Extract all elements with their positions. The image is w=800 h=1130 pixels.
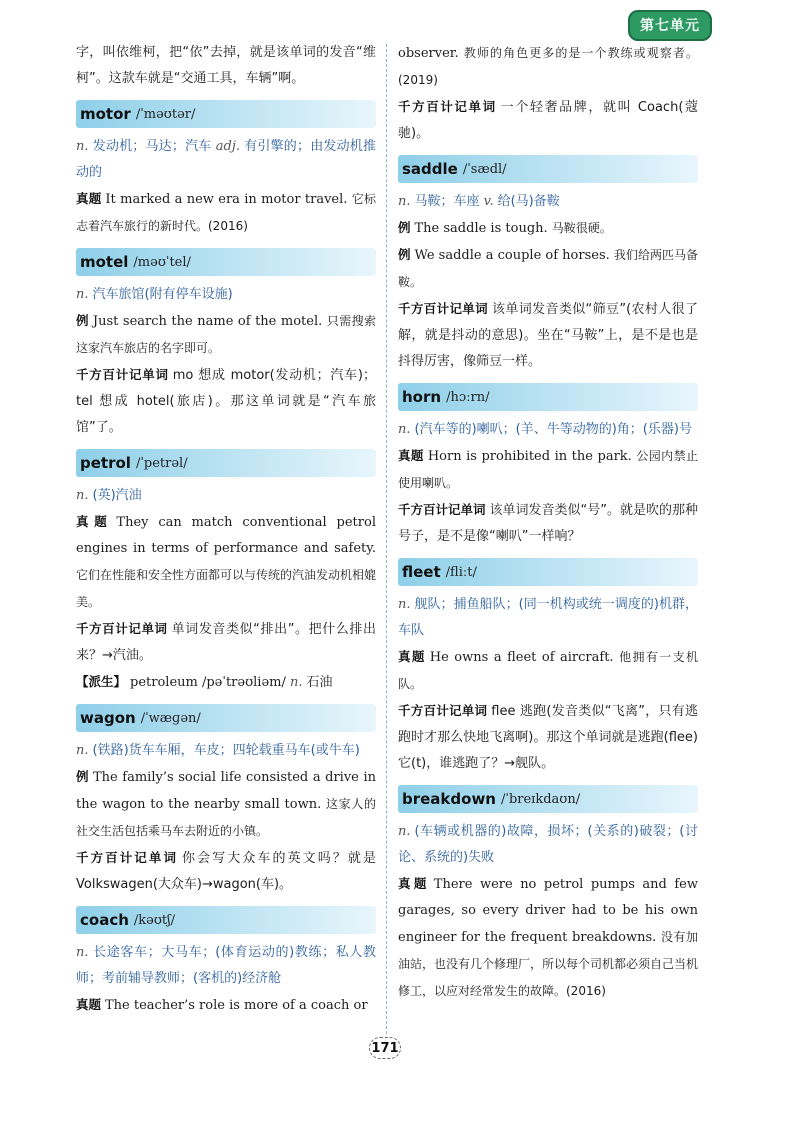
exam-label: 真题 xyxy=(76,191,102,206)
memory-tip xyxy=(398,296,698,375)
exam-label: 真题 xyxy=(398,876,430,891)
headword: petrol xyxy=(80,454,131,472)
definition-text: 汽车旅馆(附有停车设施) xyxy=(92,287,233,302)
page-content xyxy=(76,40,699,1040)
memo-text: 该单词发音类似“号”。就是吹的那种号子，是不是像“喇叭”一样响？ xyxy=(398,503,698,544)
phonetic: /kəʊtʃ/ xyxy=(133,912,176,928)
part-of-speech: n. xyxy=(76,945,89,960)
memory-tip xyxy=(398,94,698,147)
example-en: The teacher’s role is more of a coach or xyxy=(105,998,368,1013)
example-zh: 他拥有一支机队。 xyxy=(398,650,698,691)
example-en: It marked a new era in motor travel. xyxy=(105,192,348,207)
exam-label: 真题 xyxy=(76,997,102,1012)
headword-bar-saddle xyxy=(398,155,698,183)
example-en: They can match conventional petrol engines in terms of performance and safety. xyxy=(76,515,376,556)
example-en: The saddle is tough. xyxy=(414,221,548,236)
continued-text: 字，叫依维柯，把“依”去掉，就是该单词的发音“维柯”。这款车就是“交通工具，车辆”啊。 xyxy=(76,45,376,86)
example xyxy=(76,308,376,362)
example-zh: 没有加油站，也没有几个修理厂，所以每个司机都必须自己当机修工，以应对经常发生的故障。(2016) xyxy=(398,930,699,998)
definition-text: 马鞍；车座 xyxy=(414,194,480,209)
headword: coach xyxy=(80,911,129,929)
headword: breakdown xyxy=(402,790,496,808)
example-zh: 这家人的社交生活包括乘马车去附近的小镇。 xyxy=(76,797,376,838)
headword: motor xyxy=(80,105,131,123)
definition xyxy=(398,819,698,871)
derivative xyxy=(76,669,376,696)
part-of-speech: n. xyxy=(76,287,89,302)
example-en: There were no petrol pumps and few garages, so every driver had to be his own engineer for the frequent breakdowns. xyxy=(398,877,698,945)
derivative-label: 【派生】 xyxy=(76,674,127,689)
memory-tip xyxy=(76,616,376,669)
example-label: 例 xyxy=(76,769,89,784)
memory-tip xyxy=(76,845,376,898)
phonetic: /fliːt/ xyxy=(445,564,477,580)
definition xyxy=(76,483,376,509)
memo-label: 千方百计记单词 xyxy=(398,703,488,718)
example-en: He owns a fleet of aircraft. xyxy=(429,650,614,665)
definition-text: (车辆或机器的)故障，损坏；(关系的)破裂；(讨论、系统的)失败 xyxy=(398,824,698,865)
definition-text: 发动机；马达；汽车 xyxy=(92,139,212,154)
example xyxy=(398,242,698,296)
phonetic: /hɔːrn/ xyxy=(446,389,490,405)
right-column xyxy=(398,40,698,1005)
headword-bar-horn xyxy=(398,383,698,411)
memo-label: 千方百计记单词 xyxy=(398,99,497,114)
unit-tab: 第七单元 xyxy=(628,10,712,41)
headword-bar-motel xyxy=(76,248,376,276)
example-zh: 它们在性能和安全性方面都可以与传统的汽油发动机相媲美。 xyxy=(76,568,377,609)
example-zh: 马鞍很硬。 xyxy=(551,221,612,235)
part-of-speech: n. xyxy=(398,597,411,612)
part-of-speech: n. xyxy=(76,743,89,758)
page-number: 171 xyxy=(369,1037,401,1059)
part-of-speech: n. xyxy=(398,824,411,839)
definition xyxy=(76,738,376,764)
derivative-meaning: 石油 xyxy=(306,675,333,690)
definition xyxy=(398,592,698,644)
memory-tip xyxy=(398,497,698,550)
memory-tip xyxy=(76,362,376,441)
headword-bar-petrol xyxy=(76,449,376,477)
definition xyxy=(76,134,376,186)
part-of-speech: adj. xyxy=(215,139,241,154)
definition xyxy=(76,282,376,308)
memo-text: 你会写大众车的英文吗？就是Volkswagen(大众车)→wagon(车)。 xyxy=(76,851,376,892)
part-of-speech: n. xyxy=(76,139,89,154)
example-en: Just search the name of the motel. xyxy=(92,314,323,329)
derivative-word: petroleum /pəˈtrəʊliəm/ xyxy=(130,675,286,690)
headword: wagon xyxy=(80,709,136,727)
exam-example xyxy=(398,871,698,1005)
definition xyxy=(398,189,698,215)
definition-text: 长途客车；大马车；(体育运动的)教练；私人教师；考前辅导教师；(客机的)经济舱 xyxy=(76,945,376,986)
memo-text: 单词发音类似“排出”。把什么排出来？→汽油。 xyxy=(76,622,376,663)
example-zh: 公园内禁止使用喇叭。 xyxy=(398,449,698,490)
memo-label: 千方百计记单词 xyxy=(398,301,489,316)
example-zh: 只需搜索这家汽车旅店的名字即可。 xyxy=(76,314,376,355)
memo-text: 该单词发音类似“筛豆”(农村人很了解，就是抖动的意思)。坐在“马鞍”上，是不是也是抖得厉害，像筛豆一样。 xyxy=(398,302,698,369)
headword: motel xyxy=(80,253,129,271)
example xyxy=(76,764,376,845)
example xyxy=(398,215,698,242)
headword-bar-fleet xyxy=(398,558,698,586)
exam-label: 真题 xyxy=(398,448,424,463)
definition-text: (汽车等的)喇叭；(羊、牛等动物的)角；(乐器)号 xyxy=(414,422,692,437)
example-en: The family’s social life consisted a drive in the wagon to the nearby small town. xyxy=(76,770,376,812)
example-label: 例 xyxy=(398,220,411,235)
memo-label: 千方百计记单词 xyxy=(398,502,486,517)
definition-text: (铁路)货车车厢，车皮；四轮载重马车(或牛车) xyxy=(92,743,360,758)
headword: horn xyxy=(402,388,442,406)
headword: saddle xyxy=(402,160,458,178)
definition xyxy=(398,417,698,443)
headword: fleet xyxy=(402,563,441,581)
exam-example xyxy=(398,443,698,497)
exam-example xyxy=(76,186,376,240)
example-en: observer. xyxy=(398,46,459,61)
exam-example xyxy=(398,644,698,698)
headword-bar-breakdown xyxy=(398,785,698,813)
part-of-speech: n. xyxy=(398,422,411,437)
exam-label: 真题 xyxy=(398,649,426,664)
left-column xyxy=(76,40,376,1019)
part-of-speech: v. xyxy=(483,194,494,209)
exam-example xyxy=(76,509,376,616)
headword-bar-coach xyxy=(76,906,376,934)
phonetic: /ˈbreɪkdaʊn/ xyxy=(500,791,581,807)
memory-tip xyxy=(398,698,698,777)
memo-label: 千方百计记单词 xyxy=(76,621,168,636)
part-of-speech: n. xyxy=(290,675,303,690)
example-zh: 我们给两匹马备鞍。 xyxy=(398,248,698,289)
exam-example xyxy=(76,992,376,1019)
example-en: We saddle a couple of horses. xyxy=(414,248,610,263)
memo-label: 千方百计记单词 xyxy=(76,367,169,382)
example-label: 例 xyxy=(76,313,89,328)
phonetic: /məʊˈtel/ xyxy=(133,254,191,270)
headword-bar-wagon xyxy=(76,704,376,732)
phonetic: /ˈpetrəl/ xyxy=(135,455,188,471)
example-en: Horn is prohibited in the park. xyxy=(427,449,632,464)
memo-text: flee 逃跑(发音类似“飞离”，只有逃跑时才那么快地飞离啊)。那这个单词就是逃跑(flee)它(t)，谁逃跑了？→舰队。 xyxy=(398,704,698,771)
example-zh: 它标志着汽车旅行的新时代。(2016) xyxy=(76,192,376,233)
phonetic: /ˈwæɡən/ xyxy=(140,710,201,726)
definition-text: 给(马)备鞍 xyxy=(497,194,560,209)
phonetic: /ˈməʊtər/ xyxy=(135,106,196,122)
definition-text: (英)汽油 xyxy=(92,488,142,503)
phonetic: /ˈsædl/ xyxy=(462,161,507,177)
part-of-speech: n. xyxy=(76,488,89,503)
example-zh: 教师的角色更多的是一个教练或观察者。(2019) xyxy=(398,46,698,87)
memo-text: 一个轻奢品牌，就叫 Coach(蔻驰)。 xyxy=(398,100,698,141)
memo-text: mo 想成 motor(发动机；汽车)；tel 想成 hotel(旅店)。那这单词就是“汽车旅馆”了。 xyxy=(76,368,376,435)
headword-bar-motor xyxy=(76,100,376,128)
definition-text: 有引擎的；由发动机推动的 xyxy=(76,139,376,180)
exam-label: 真题 xyxy=(76,514,113,529)
continued-example xyxy=(398,40,698,94)
memo-label: 千方百计记单词 xyxy=(76,850,179,865)
example-label: 例 xyxy=(398,247,411,262)
column-divider xyxy=(386,44,387,1034)
part-of-speech: n. xyxy=(398,194,411,209)
definition-text: 舰队；捕鱼船队；(同一机构或统一调度的)机群，车队 xyxy=(398,597,698,638)
definition xyxy=(76,940,376,992)
